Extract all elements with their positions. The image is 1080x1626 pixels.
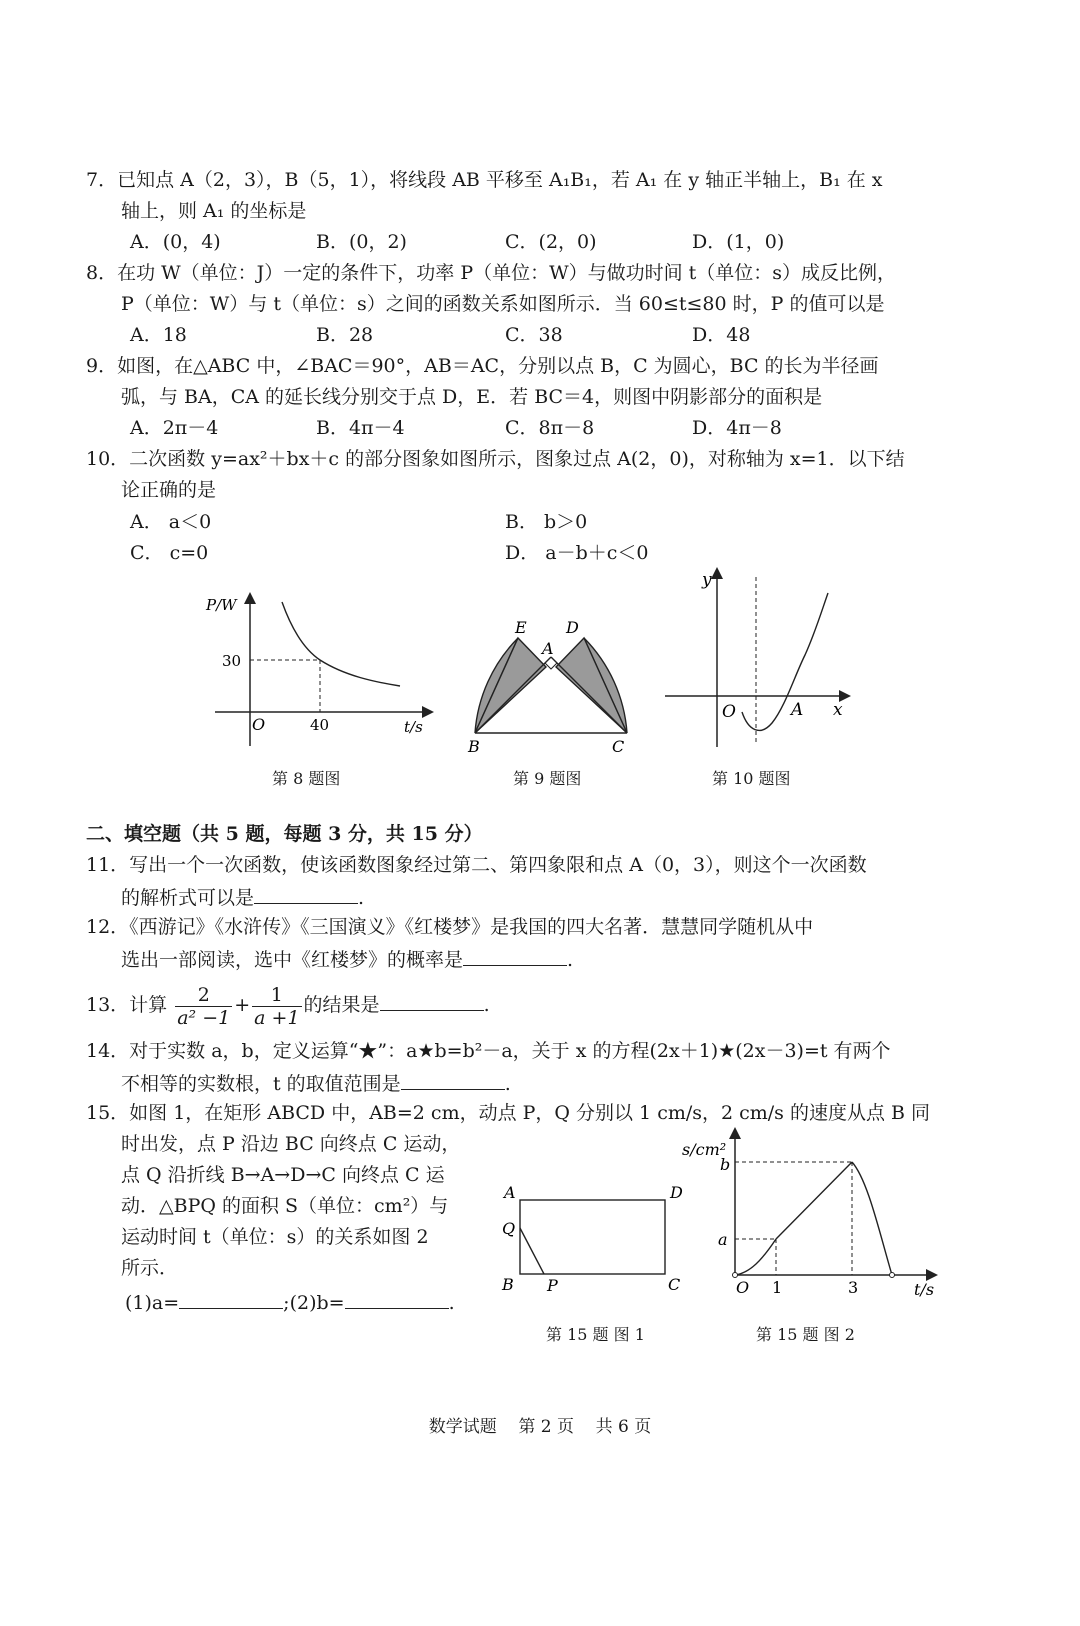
- fig15-label-c: C: [668, 1275, 681, 1294]
- q15-end: .: [448, 1292, 455, 1314]
- q10-option-c: C． c=0: [130, 542, 209, 564]
- q9-option-c: C．8π－8: [505, 417, 595, 439]
- q14-line1: 14．对于实数 a，b，定义运算“★”：a★b=b²－a，关于 x 的方程(2x＋1)★(2x－3)=t 有两个: [86, 1040, 891, 1062]
- q15-part1-label: (1)a=: [125, 1292, 180, 1314]
- fig15b-ylabel: s/cm²: [682, 1140, 727, 1159]
- q8-option-a: A．18: [130, 324, 187, 346]
- q10-option-d: D． a－b＋c＜0: [505, 542, 649, 564]
- fig9-label-d: D: [566, 618, 579, 637]
- q13-suffix: 的结果是: [303, 994, 380, 1016]
- q14-line2-end: .: [504, 1073, 511, 1095]
- q10-line1: 10．二次函数 y=ax²＋bx＋c 的部分图象如图所示，图象过点 A(2，0)，对称轴为 x=1．以下结: [86, 448, 905, 470]
- fig9-label-c: C: [612, 737, 625, 756]
- fig10-point-a: A: [791, 700, 804, 720]
- q7-option-c: C．(2，0): [505, 231, 597, 253]
- q13-frac2-denominator: a +1: [254, 1006, 300, 1029]
- q15-answer-b-blank[interactable]: [345, 1288, 449, 1309]
- q13-answer-blank[interactable]: [380, 990, 484, 1011]
- fig15b-line-segment-2: [776, 1162, 852, 1239]
- fig15b-tick-a: a: [718, 1230, 728, 1249]
- q13-end: .: [483, 994, 490, 1016]
- q10-option-a: A． a＜0: [130, 511, 212, 533]
- q11-line2: [121, 883, 364, 911]
- q9-line1: 9．如图，在△ABC 中，∠BAC＝90°，AB＝AC，分别以点 B，C 为圆心，BC 的长为半径画: [86, 355, 879, 377]
- fig15b-point-end: [890, 1273, 895, 1278]
- q15-line6: 所示．: [121, 1257, 179, 1279]
- fig8-origin: O: [252, 715, 266, 734]
- fig15-label-d: D: [670, 1183, 683, 1202]
- fig15b-xlabel: t/s: [914, 1280, 935, 1299]
- q15-line3: 点 Q 沿折线 B→A→D→C 向终点 C 运: [121, 1164, 445, 1186]
- fig15b-tick-b: b: [720, 1155, 731, 1174]
- figure-15-2: [682, 1125, 945, 1303]
- q15-part2-label: (2)b=: [289, 1292, 345, 1314]
- q13-fraction-1: [175, 984, 232, 1029]
- q15-answers: [125, 1288, 455, 1316]
- fig8-curve: [282, 602, 400, 686]
- figure-9: [460, 605, 645, 755]
- q9-option-a: A．2π－4: [130, 417, 219, 439]
- q10-option-b: B． b＞0: [505, 511, 588, 533]
- fig15b-curve-segment-3: [852, 1162, 892, 1275]
- fig10-xlabel: x: [833, 700, 843, 720]
- q15-separator: ;: [283, 1292, 290, 1314]
- q13-frac1-denominator: a² −1: [177, 1006, 231, 1029]
- fig15b-tick-1: 1: [772, 1278, 783, 1297]
- q8-option-d: D．48: [692, 324, 751, 346]
- q12-line2-text: 选出一部阅读，选中《红楼梦》的概率是: [121, 949, 464, 971]
- q7-line2: 轴上，则 A₁ 的坐标是: [121, 200, 307, 222]
- fig10-ylabel: y: [702, 570, 712, 590]
- fig15-label-q: Q: [502, 1219, 516, 1238]
- fig15-label-b: B: [502, 1275, 514, 1294]
- fig15b-curve-segment-1: [735, 1239, 776, 1275]
- fig8-ylabel: P/W: [206, 596, 237, 614]
- fig9-right-angle-mark: [545, 663, 557, 669]
- fig15-label-p: P: [547, 1276, 558, 1295]
- figure-8: [200, 590, 440, 760]
- fig10-caption: 第 10 题图: [712, 769, 791, 788]
- fig9-caption: 第 9 题图: [513, 769, 582, 788]
- q15-line5: 运动时间 t（单位：s）的关系如图 2: [121, 1226, 429, 1248]
- page-footer: 数学试题 第 2 页 共 6 页: [428, 1417, 652, 1437]
- q12-line2: [121, 945, 573, 973]
- q13-frac2-numerator: 1: [252, 984, 301, 1007]
- q12-answer-blank[interactable]: [463, 945, 567, 966]
- q7-option-a: A．(0，4): [130, 231, 221, 253]
- fig15-2-caption: 第 15 题 图 2: [756, 1325, 855, 1344]
- figure-10: [660, 565, 855, 750]
- q8-line1: 8．在功 W（单位：J）一定的条件下，功率 P（单位：W）与做功时间 t（单位：s）成反比例，: [86, 262, 897, 284]
- q8-option-b: B．28: [316, 324, 374, 346]
- q11-line1: 11．写出一个一次函数，使该函数图象经过第二、第四象限和点 A（0，3），则这个一次函数: [86, 854, 867, 876]
- q15-line2: 时出发，点 P 沿边 BC 向终点 C 运动，: [121, 1133, 461, 1155]
- q7-option-d: D．(1，0): [692, 231, 785, 253]
- fig15b-point-origin: [733, 1273, 738, 1278]
- fig15-label-a: A: [504, 1183, 516, 1202]
- figure-15-1: [492, 1170, 697, 1300]
- fig8-y-tick: 30: [222, 652, 242, 670]
- q11-line2-text: 的解析式可以是: [121, 887, 255, 909]
- fig8-xlabel: t/s: [404, 718, 423, 736]
- q11-answer-blank[interactable]: [254, 883, 358, 904]
- q8-option-c: C．38: [505, 324, 563, 346]
- q15-line4: 动．△BPQ 的面积 S（单位：cm²）与: [121, 1195, 449, 1217]
- q7-option-b: B．(0，2): [316, 231, 407, 253]
- section2-title: 二、填空题（共 5 题，每题 3 分，共 15 分）: [86, 823, 483, 845]
- fig15b-tick-o: O: [736, 1278, 750, 1297]
- fig15-segment-qp: [520, 1228, 544, 1274]
- q14-line2-text: 不相等的实数根，t 的取值范围是: [121, 1073, 401, 1095]
- q9-option-d: D．4π－8: [692, 417, 782, 439]
- fig8-caption: 第 8 题图: [272, 769, 341, 788]
- fig9-label-b: B: [468, 737, 480, 756]
- q10-line2: 论正确的是: [121, 479, 217, 501]
- q9-option-b: B．4π－4: [316, 417, 405, 439]
- q13-fraction-2: [252, 984, 301, 1029]
- fig15b-tick-3: 3: [848, 1278, 859, 1297]
- fig15-rectangle: [520, 1200, 665, 1274]
- q15-answer-a-blank[interactable]: [179, 1288, 283, 1309]
- fig10-parabola: [742, 593, 828, 730]
- fig9-label-e: E: [515, 618, 527, 637]
- q8-line2: P（单位：W）与 t（单位：s）之间的函数关系如图所示．当 60≤t≤80 时，P 的值可以是: [121, 293, 885, 315]
- q11-line2-end: .: [358, 887, 365, 909]
- q7-line1: 7．已知点 A（2，3），B（5，1），将线段 AB 平移至 A₁B₁，若 A₁ 在 y 轴正半轴上，B₁ 在 x: [86, 169, 883, 191]
- q13-frac1-numerator: 2: [175, 984, 232, 1007]
- fig9-label-a: A: [542, 639, 554, 658]
- q12-line2-end: .: [567, 949, 574, 971]
- fig15-1-caption: 第 15 题 图 1: [546, 1325, 645, 1344]
- q12-line1: 12．《西游记》《水浒传》《三国演义》《红楼梦》是我国的四大名著．慧慧同学随机从中: [86, 916, 814, 938]
- q13-line: [86, 982, 490, 1029]
- q9-line2: 弧，与 BA，CA 的延长线分别交于点 D，E．若 BC＝4，则图中阴影部分的面积是: [121, 386, 823, 408]
- q14-answer-blank[interactable]: [401, 1069, 505, 1090]
- fig8-x-tick: 40: [310, 716, 330, 734]
- fig10-origin: O: [722, 702, 736, 722]
- q15-line1: 15．如图 1，在矩形 ABCD 中，AB=2 cm，动点 P，Q 分别以 1 cm/s，2 cm/s 的速度从点 B 同: [86, 1102, 931, 1124]
- q13-prefix: 13．计算: [86, 994, 168, 1016]
- q13-plus: +: [234, 994, 251, 1016]
- q14-line2: [121, 1069, 511, 1097]
